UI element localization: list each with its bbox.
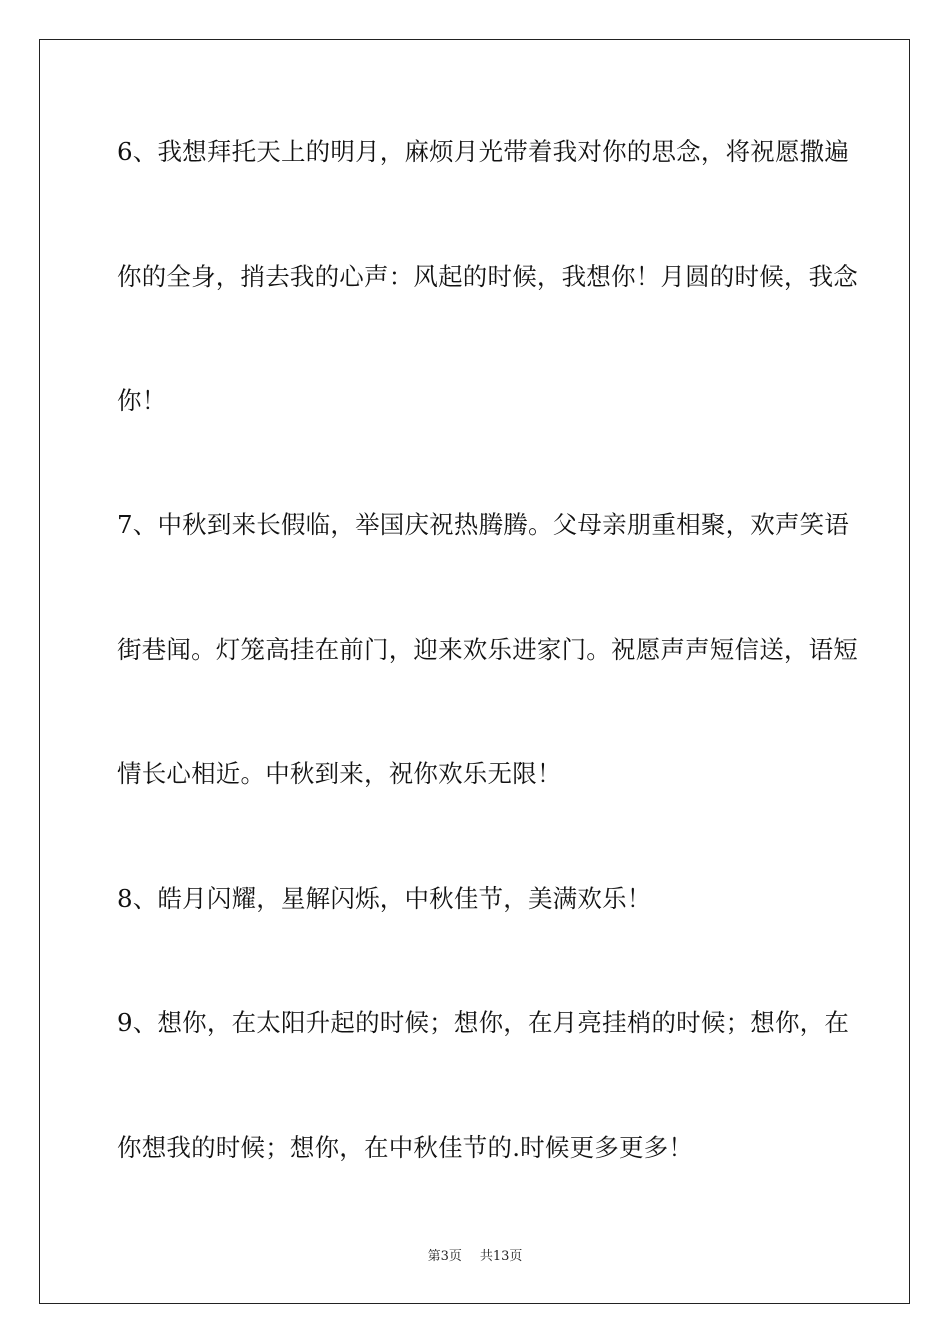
paragraph-7-line-2: 街巷闻。灯笼高挂在前门，迎来欢乐进家门。祝愿声声短信送，语短	[117, 635, 858, 664]
paragraph-9-line-1: 9、想你，在太阳升起的时候；想你，在月亮挂梢的时候；想你，在	[117, 1008, 850, 1037]
paragraph-7-line-1: 7、中秋到来长假临，举国庆祝热腾腾。父母亲朋重相聚，欢声笑语	[117, 510, 850, 539]
paragraph-6-line-2: 你的全身，捎去我的心声：风起的时候，我想你！月圆的时候，我念	[117, 262, 858, 291]
page-number: 第3页	[427, 1249, 462, 1264]
paragraph-9-line-2: 你想我的时候；想你，在中秋佳节的.时候更多更多！	[117, 1133, 694, 1162]
page-footer	[0, 1249, 950, 1265]
paragraph-8-line-1: 8、皓月闪耀，星解闪烁，中秋佳节，美满欢乐！	[117, 884, 652, 913]
paragraph-7-line-3: 情长心相近。中秋到来，祝你欢乐无限！	[117, 759, 562, 788]
paragraph-6-line-3: 你！	[117, 386, 167, 415]
page-border	[39, 39, 910, 1304]
page-total: 共13页	[479, 1249, 523, 1264]
paragraph-6-line-1: 6、我想拜托天上的明月，麻烦月光带着我对你的思念，将祝愿撒遍	[117, 137, 850, 166]
